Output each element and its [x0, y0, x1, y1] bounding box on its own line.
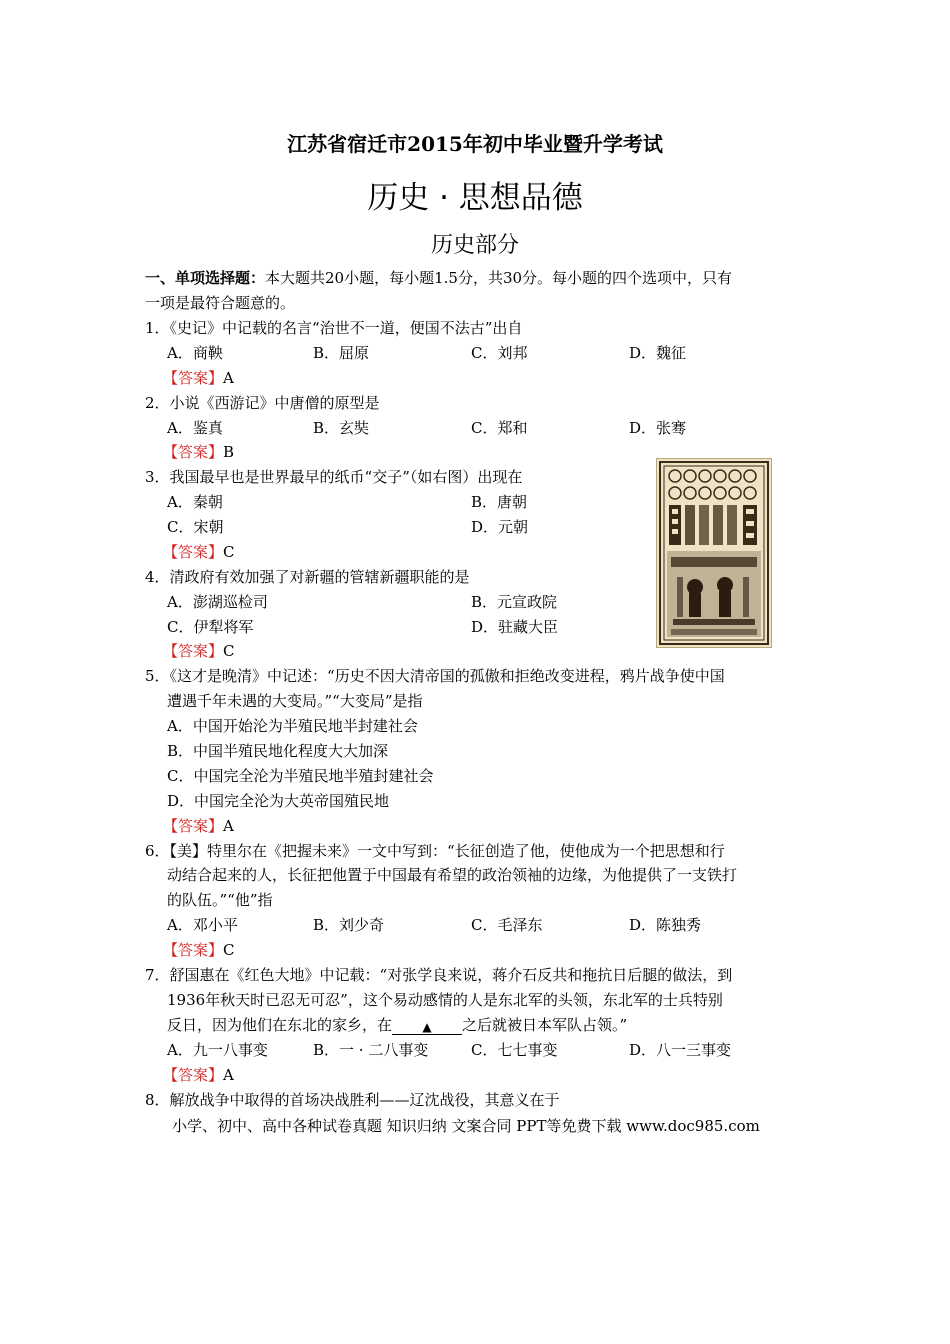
- q7-answer: [163, 1065, 234, 1085]
- answer-label: 【答案】: [163, 642, 224, 660]
- q7-option-a: A．九一八事变: [167, 1041, 268, 1059]
- q5-answer: [163, 816, 234, 836]
- q3-stem: 3．我国最早也是世界最早的纸币“交子”（如右图）出现在: [145, 468, 523, 486]
- q7-stem-2: 1936年秋天时已忍无可忍”，这个易动感情的人是东北军的头领，东北军的士兵特别: [167, 991, 723, 1009]
- q7-option-d: D．八一三事变: [629, 1041, 732, 1059]
- q6-stem-3: 的队伍。”“他”指: [167, 891, 273, 909]
- q4-option-b: B．元宣政院: [471, 593, 558, 611]
- part-title: 历史部分: [430, 233, 519, 258]
- q1-option-b: B．屈原: [313, 344, 370, 362]
- exam-title: 江苏省宿迁市2015年初中毕业暨升学考试: [287, 132, 663, 156]
- q2-option-d: D．张骞: [629, 419, 687, 437]
- q6-option-c: C．毛泽东: [471, 916, 543, 934]
- answer-value: C: [223, 941, 235, 959]
- section-desc: 本大题共20小题，每小题1.5分，共30分。每小题的四个选项中，只有: [265, 269, 733, 287]
- section-heading: 一、单项选择题：: [145, 269, 266, 287]
- jiaozi-banknote-image: [656, 458, 772, 648]
- footer-text[interactable]: 小学、初中、高中各种试卷真题 知识归纳 文案合同 PPT等免费下载 www.doc985.com: [172, 1117, 760, 1135]
- subject-title: 历史 · 思想品德: [367, 180, 583, 216]
- answer-label: 【答案】: [163, 543, 224, 561]
- answer-label: 【答案】: [163, 817, 224, 835]
- answer-label: 【答案】: [163, 1066, 224, 1084]
- answer-value: A: [223, 1066, 234, 1084]
- q1-option-a: A．商鞅: [167, 344, 223, 362]
- q2-option-a: A．鉴真: [167, 419, 223, 437]
- q1-option-c: C．刘邦: [471, 344, 528, 362]
- q4-option-a: A．澎湖巡检司: [167, 593, 268, 611]
- q2-option-b: B．玄奘: [313, 419, 370, 437]
- answer-value: B: [223, 443, 235, 461]
- q7-stem-3-line: [167, 1015, 627, 1035]
- q2-option-c: C．郑和: [471, 419, 528, 437]
- q3-option-d: D．元朝: [471, 518, 529, 536]
- q7-stem-4: 之后就被日本军队占领。”: [462, 1016, 628, 1034]
- q4-answer: [163, 641, 235, 661]
- q5-option-a: A．中国开始沦为半殖民地半封建社会: [167, 717, 418, 735]
- q6-stem-2: 动结合起来的人，长征把他置于中国最有希望的政治领袖的边缘，为他提供了一支铁打: [167, 866, 738, 884]
- q5-option-d: D．中国完全沦为大英帝国殖民地: [167, 792, 390, 810]
- q1-answer: [163, 368, 234, 388]
- triangle-icon: ▲: [422, 1020, 432, 1034]
- q6-answer: [163, 940, 235, 960]
- q3-answer: [163, 542, 235, 562]
- q4-option-d: D．驻藏大臣: [471, 618, 559, 636]
- q2-answer: [163, 442, 234, 462]
- answer-value: C: [223, 543, 235, 561]
- q3-option-b: B．唐朝: [471, 493, 528, 511]
- q1-stem: 1．《史记》中记载的名言“治世不一道，便国不法古”出自: [145, 319, 523, 337]
- q5-option-b: B．中国半殖民地化程度大大加深: [167, 742, 389, 760]
- answer-value: A: [223, 817, 234, 835]
- q5-stem-2: 遭遇千年未遇的大变局。”“大变局”是指: [167, 692, 423, 710]
- q7-stem-3: 反日，因为他们在东北的家乡，在: [167, 1016, 393, 1034]
- q3-option-c: C．宋朝: [167, 518, 224, 536]
- q6-option-d: D．陈独秀: [629, 916, 702, 934]
- q7-option-b: B．一 · 二八事变: [313, 1041, 429, 1059]
- q4-option-c: C．伊犁将军: [167, 618, 254, 636]
- q7-option-c: C．七七事变: [471, 1041, 558, 1059]
- answer-blank: [392, 1016, 462, 1035]
- section-desc-2: 一项是最符合题意的。: [145, 294, 296, 312]
- q6-option-a: A．邓小平: [167, 916, 238, 934]
- q8-stem: 8．解放战争中取得的首场决战胜利——辽沈战役，其意义在于: [145, 1091, 560, 1109]
- q4-stem: 4．清政府有效加强了对新疆的管辖新疆职能的是: [145, 568, 470, 586]
- answer-value: C: [223, 642, 235, 660]
- jiaozi-banknote-icon: [657, 459, 771, 647]
- q3-option-a: A．秦朝: [167, 493, 223, 511]
- q5-option-c: C．中国完全沦为半殖民地半殖封建社会: [167, 767, 434, 785]
- q6-option-b: B．刘少奇: [313, 916, 385, 934]
- answer-label: 【答案】: [163, 443, 224, 461]
- q6-stem-1: 6．【美】特里尔在《把握未来》一文中写到：“长征创造了他，使他成为一个把思想和行: [145, 842, 725, 860]
- section-heading-line: [145, 268, 732, 288]
- answer-label: 【答案】: [163, 941, 224, 959]
- q1-option-d: D．魏征: [629, 344, 687, 362]
- q5-stem-1: 5．《这才是晚清》中记述：“历史不因大清帝国的孤傲和拒绝改变进程，鸦片战争使中国: [145, 667, 725, 685]
- q2-stem: 2．小说《西游记》中唐僧的原型是: [145, 394, 380, 412]
- answer-value: A: [223, 369, 234, 387]
- q7-stem-1: 7．舒国惠在《红色大地》中记载：“对张学良来说，蒋介石反共和拖抗日后腿的做法，到: [145, 966, 733, 984]
- answer-label: 【答案】: [163, 369, 224, 387]
